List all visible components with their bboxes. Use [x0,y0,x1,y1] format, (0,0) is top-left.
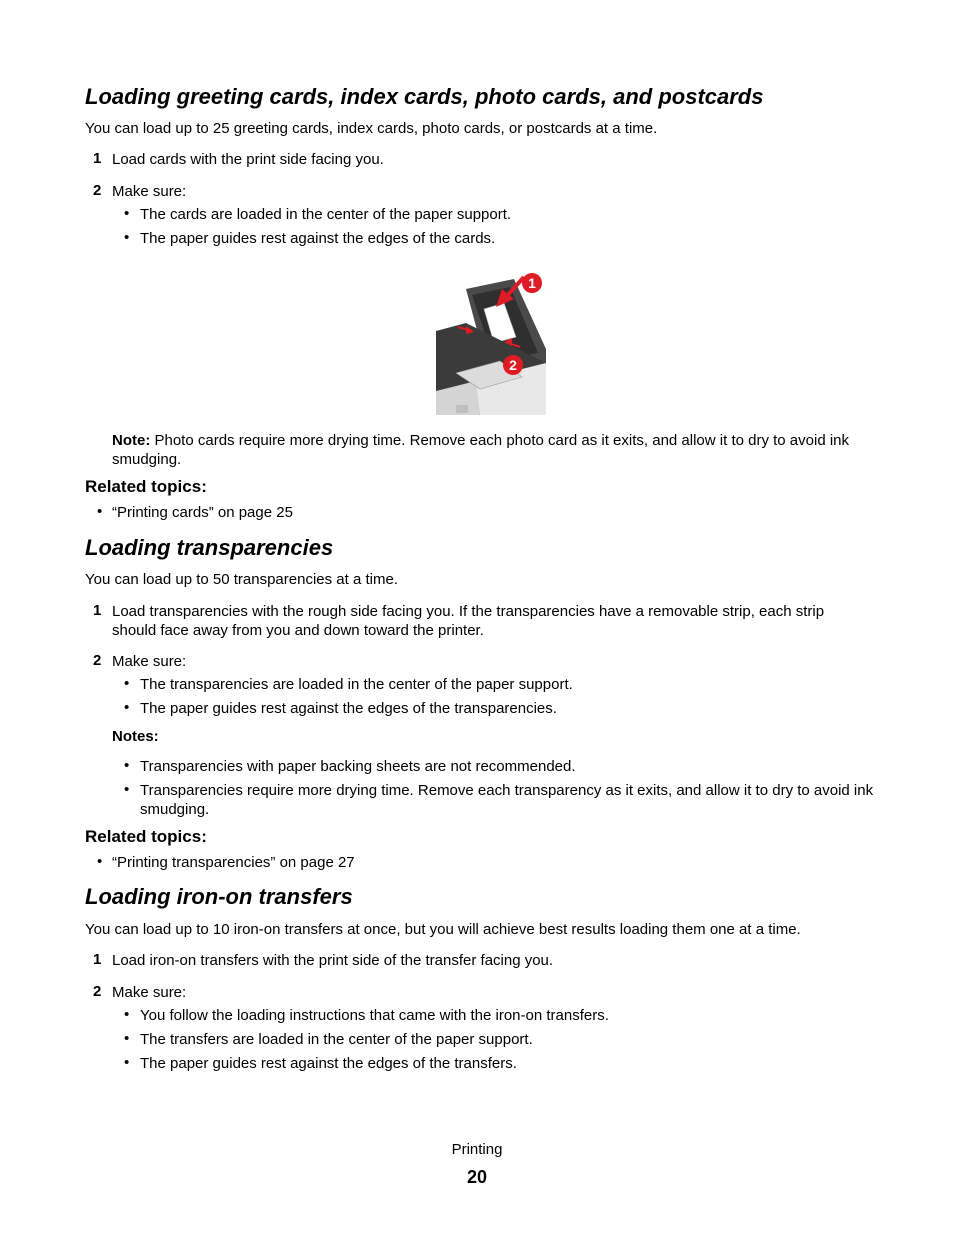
step-number: 1 [93,602,102,619]
step-text: Load iron-on transfers with the print side of the transfer facing you. [112,952,554,969]
step-text: Make sure: [112,653,187,670]
footer-section-label: Printing [451,1141,503,1158]
section-heading-transparencies: Loading transparencies [85,535,334,560]
bullet-icon: • [124,1030,130,1047]
bullet-text: The transparencies are loaded in the center of the paper support. [140,676,573,693]
bullet-text: The paper guides rest against the edges of the transparencies. [140,700,557,717]
bullet-text: The paper guides rest against the edges of the transfers. [140,1055,517,1072]
step-number: 1 [93,951,102,968]
bullet-text: The paper guides rest against the edges of the cards. [140,230,496,247]
step-text: Make sure: [112,984,187,1001]
page-number: 20 [466,1167,488,1187]
callout-label: 1 [528,275,536,291]
section-heading-cards: Loading greeting cards, index cards, photo cards, and postcards [85,84,764,109]
bullet-text: The transfers are loaded in the center of the paper support. [140,1031,533,1048]
section-intro: You can load up to 50 transparencies at a time. [85,571,398,588]
step-number: 2 [93,652,102,669]
note-text: Photo cards require more drying time. Remove each photo card as it exits, and allow it to dry to avoid ink smudging. [112,432,849,468]
section-intro: You can load up to 10 iron-on transfers at once, but you will achieve best results loading them one at a time. [85,921,801,938]
related-link[interactable]: “Printing transparencies” on page 27 [112,854,355,871]
bullet-icon: • [97,853,103,870]
section-heading-iron-on: Loading iron-on transfers [85,884,353,909]
bullet-icon: • [124,781,130,798]
related-topics-heading: Related topics: [85,477,207,496]
note-item: Transparencies require more drying time. Remove each transparency as it exits, and allow it to dry to avoid ink smudging. [140,782,874,818]
bullet-icon: • [124,229,130,246]
note-label: Note: [112,432,151,449]
note [112,431,882,469]
bullet-icon: • [124,699,130,716]
related-link[interactable]: “Printing cards” on page 25 [112,504,293,521]
bullet-icon: • [97,503,103,520]
step-text: Load cards with the print side facing you. [112,151,384,168]
bullet-icon: • [124,1006,130,1023]
printer-loading-illustration [436,271,546,415]
bullet-icon: • [124,205,130,222]
callout-label: 2 [509,357,517,373]
step-text: Make sure: [112,183,187,200]
bullet-icon: • [124,757,130,774]
step-number: 2 [93,182,102,199]
related-topics-heading: Related topics: [85,827,207,846]
step-text: Load transparencies with the rough side facing you. If the transparencies have a removable strip, each strip should face away from you and down toward the printer. [112,603,825,639]
bullet-text: You follow the loading instructions that came with the iron-on transfers. [140,1007,609,1024]
bullet-icon: • [124,1054,130,1071]
step-number: 1 [93,150,102,167]
bullet-icon: • [124,675,130,692]
note-item: Transparencies with paper backing sheets are not recommended. [140,758,576,775]
notes-label: Notes: [112,728,159,745]
step-number: 2 [93,983,102,1000]
section-intro: You can load up to 25 greeting cards, index cards, photo cards, or postcards at a time. [85,120,658,137]
bullet-text: The cards are loaded in the center of the paper support. [140,206,512,223]
